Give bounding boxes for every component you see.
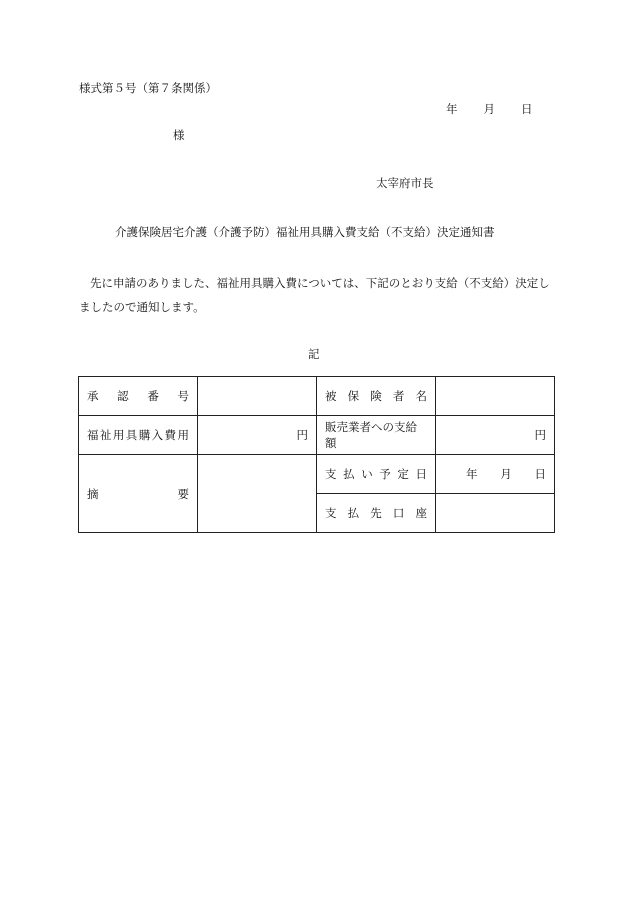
ki-heading: 記 <box>308 347 320 361</box>
issue-date <box>446 101 533 117</box>
purchase-cost-label: 福 祉 用 具 購 入 費 用 <box>79 416 198 455</box>
yen-unit: 円 <box>296 428 308 442</box>
payment-date-value[interactable] <box>436 455 555 494</box>
approval-number-label: 承 認 番 号 <box>79 377 198 416</box>
remarks-label: 摘 要 <box>79 455 198 533</box>
insured-name-label: 被 保 険 者 名 <box>317 377 436 416</box>
yen-unit: 円 <box>534 428 546 442</box>
sender-name: 太宰府市長 <box>376 176 434 190</box>
remarks-value[interactable] <box>198 455 317 533</box>
payment-year-label: 年 <box>466 467 478 481</box>
body-text: 先に申請のありました、福祉用具購入費については、下記のとおり支給（不支給）決定しましたので通知します。 <box>79 276 550 314</box>
date-day-label: 日 <box>521 102 533 116</box>
decision-table <box>78 376 555 533</box>
vendor-payment-label: 販売業者への支給額 <box>317 416 436 455</box>
approval-number-value[interactable] <box>198 377 317 416</box>
purchase-cost-value[interactable] <box>198 416 317 455</box>
addressee-suffix: 様 <box>173 128 185 142</box>
insured-name-value[interactable] <box>436 377 555 416</box>
payment-date-label: 支 払 い 予 定 日 <box>317 455 436 494</box>
payment-month-label: 月 <box>500 467 512 481</box>
payment-account-value[interactable] <box>436 494 555 533</box>
vendor-payment-value[interactable] <box>436 416 555 455</box>
payment-day-label: 日 <box>534 467 546 481</box>
date-month-label: 月 <box>483 102 495 116</box>
date-year-label: 年 <box>446 102 458 116</box>
form-number: 様式第５号（第７条関係） <box>79 81 217 95</box>
payment-account-label: 支 払 先 口 座 <box>317 494 436 533</box>
document-title: 介護保険居宅介護（介護予防）福祉用具購入費支給（不支給）決定通知書 <box>115 225 495 239</box>
